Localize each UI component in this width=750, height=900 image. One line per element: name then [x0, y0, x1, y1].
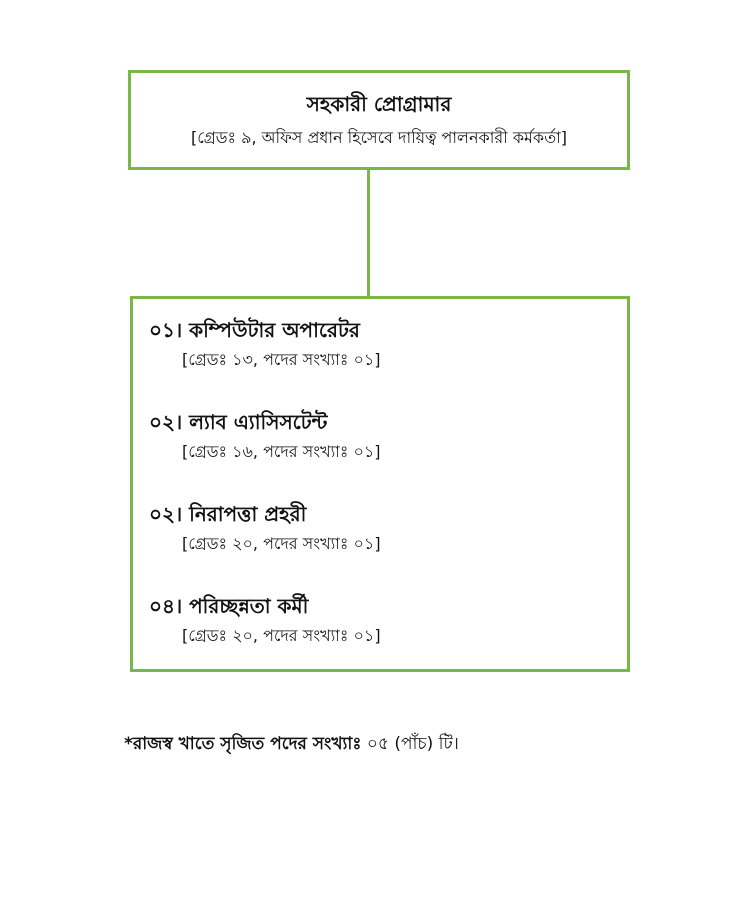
connector-line	[367, 167, 370, 297]
post-name: ০২। ল্যাব এ্যাসিসটেন্ট	[149, 410, 328, 434]
post-name: ০৪। পরিচ্ছন্নতা কর্মী	[149, 594, 309, 618]
post-item	[149, 409, 617, 463]
footnote	[124, 732, 459, 756]
post-item	[149, 593, 617, 647]
post-name: ০১। কম্পিউটার অপারেটর	[149, 318, 360, 342]
head-office-subtitle: [গ্রেডঃ ৯, অফিস প্রধান হিসেবে দায়িত্ব পালনকারী কর্মকর্তা]	[191, 128, 567, 147]
post-name: ০২। নিরাপত্তা প্রহরী	[149, 502, 307, 526]
post-detail: [গ্রেডঃ ২০, পদের সংখ্যাঃ ০১]	[182, 626, 381, 645]
post-detail: [গ্রেডঃ ২০, পদের সংখ্যাঃ ০১]	[182, 534, 381, 553]
post-detail: [গ্রেডঃ ১৩, পদের সংখ্যাঃ ০১]	[182, 350, 381, 369]
posts-box	[130, 296, 630, 672]
head-office-title: সহকারী প্রোগ্রামার	[306, 92, 452, 116]
post-detail: [গ্রেডঃ ১৬, পদের সংখ্যাঃ ০১]	[182, 442, 381, 461]
footnote-value: ০৫ (পাঁচ) টি।	[361, 734, 459, 754]
footnote-label: *রাজস্ব খাতে সৃজিত পদের সংখ্যাঃ	[124, 734, 362, 754]
post-item	[149, 317, 617, 371]
head-office-box	[128, 70, 630, 170]
post-item	[149, 501, 617, 555]
